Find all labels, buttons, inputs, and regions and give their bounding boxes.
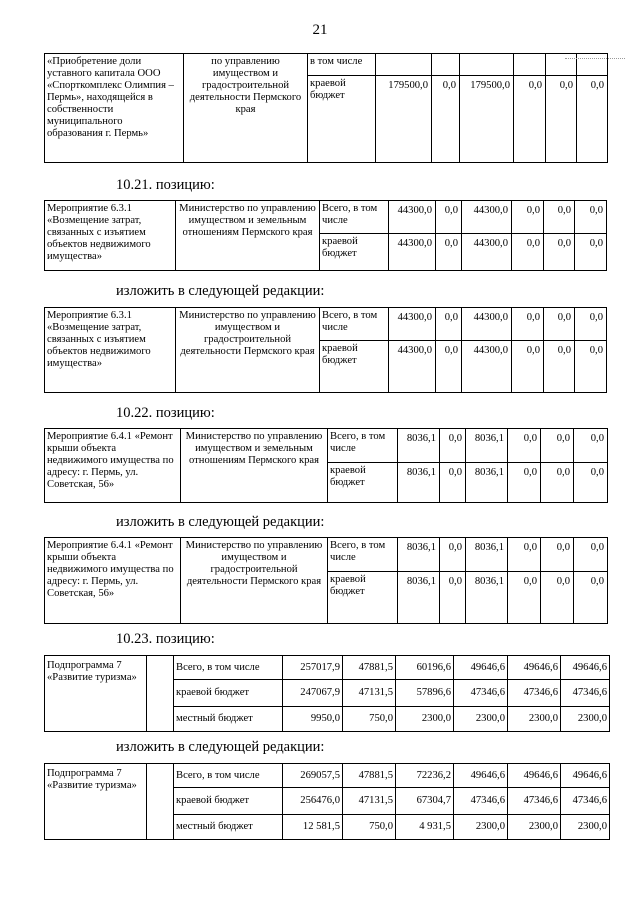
section-heading: 10.23. позицию: bbox=[116, 631, 215, 647]
row-label: Всего, в том числе bbox=[328, 429, 398, 463]
table-cell: 12 581,5 bbox=[283, 815, 343, 840]
table-cell: 0,0 bbox=[541, 463, 574, 503]
table-cell: 2300,0 bbox=[561, 707, 610, 732]
table-row-responsible: Министерство по управлению имуществом и градостроительной деятельности Пермского края bbox=[176, 308, 320, 393]
table-cell: 179500,0 bbox=[460, 76, 514, 163]
table-cell: 4 931,5 bbox=[396, 815, 454, 840]
row-label: Всего, в том числе bbox=[328, 538, 398, 572]
table-cell: 49646,6 bbox=[561, 656, 610, 680]
row-label: в том числе bbox=[308, 54, 376, 76]
table-cell: 0,0 bbox=[508, 429, 541, 463]
table-cell: 47346,6 bbox=[454, 680, 508, 707]
section-heading: изложить в следующей редакции: bbox=[116, 739, 325, 755]
table-cell: 44300,0 bbox=[462, 234, 512, 271]
table-row-responsible: по управлению имуществом и градостроительной деятельности Пермского края bbox=[184, 54, 308, 163]
table-cell: 49646,6 bbox=[508, 656, 561, 680]
table-cell: 247067,9 bbox=[283, 680, 343, 707]
table-cell: 49646,6 bbox=[561, 764, 610, 788]
table-cell: 0,0 bbox=[512, 201, 544, 234]
row-label: краевой бюджет bbox=[320, 234, 389, 271]
table-cell: 0,0 bbox=[508, 538, 541, 572]
table-cell: 0,0 bbox=[544, 341, 575, 393]
table-cell: 2300,0 bbox=[561, 815, 610, 840]
table-cell: 47346,6 bbox=[454, 788, 508, 815]
table-cell: 0,0 bbox=[514, 76, 546, 163]
table-cell: 0,0 bbox=[512, 308, 544, 341]
table-cell: 2300,0 bbox=[508, 707, 561, 732]
table-cell: 0,0 bbox=[544, 201, 575, 234]
table-measure-631-new bbox=[44, 307, 607, 393]
table-cell: 2300,0 bbox=[508, 815, 561, 840]
table-cell: 0,0 bbox=[541, 572, 574, 624]
table-cell: 49646,6 bbox=[508, 764, 561, 788]
table-cell: 179500,0 bbox=[376, 76, 432, 163]
table-cell: 47131,5 bbox=[343, 680, 396, 707]
table-cell: 8036,1 bbox=[398, 463, 440, 503]
table-cell: 2300,0 bbox=[396, 707, 454, 732]
table-cell: 2300,0 bbox=[454, 707, 508, 732]
table-row-name: Подпрограмма 7 «Развитие туризма» bbox=[45, 656, 147, 732]
table-cell: 44300,0 bbox=[389, 308, 436, 341]
row-label: краевой бюджет bbox=[328, 463, 398, 503]
table-cell: 47131,5 bbox=[343, 788, 396, 815]
table-cell: 0,0 bbox=[432, 76, 460, 163]
table-row-name: «Приобретение доли уставного капитала ООО «Спорткомплекс Олимпия – Пермь», находящейся в собственности муниципального образования г. Пермь» bbox=[45, 54, 184, 163]
table-cell: 0,0 bbox=[544, 308, 575, 341]
table-cell: 47346,6 bbox=[561, 680, 610, 707]
table-cell: 47881,5 bbox=[343, 656, 396, 680]
page-number: 21 bbox=[312, 22, 328, 38]
table-cell: 0,0 bbox=[436, 201, 462, 234]
table-row-name: Мероприятие 6.3.1 «Возмещение затрат, связанных с изъятием объектов недвижимого имущества» bbox=[45, 201, 176, 271]
table-cell: 47881,5 bbox=[343, 764, 396, 788]
scan-noise bbox=[565, 58, 625, 73]
table-cell: 0,0 bbox=[577, 76, 608, 163]
table-cell: 0,0 bbox=[512, 234, 544, 271]
table-measure-631-old bbox=[44, 200, 607, 271]
table-cell: 60196,6 bbox=[396, 656, 454, 680]
table-cell: 44300,0 bbox=[389, 234, 436, 271]
table-cell: 0,0 bbox=[436, 308, 462, 341]
row-label: местный бюджет bbox=[174, 815, 283, 840]
row-label: Всего, в том числе bbox=[320, 308, 389, 341]
table-subprogram7-new bbox=[44, 763, 610, 840]
table-cell: 44300,0 bbox=[389, 341, 436, 393]
table-row-name: Мероприятие 6.3.1 «Возмещение затрат, связанных с изъятием объектов недвижимого имущества» bbox=[45, 308, 176, 393]
table-cell: 0,0 bbox=[440, 572, 466, 624]
table-cell: 8036,1 bbox=[466, 429, 508, 463]
table-cell: 0,0 bbox=[575, 308, 607, 341]
table-cell: 0,0 bbox=[508, 463, 541, 503]
table-cell: 0,0 bbox=[574, 463, 608, 503]
table-cell: 47346,6 bbox=[561, 788, 610, 815]
row-label: краевой бюджет bbox=[320, 341, 389, 393]
section-heading: изложить в следующей редакции: bbox=[116, 283, 325, 299]
row-label: Всего, в том числе bbox=[174, 764, 283, 788]
table-cell: 72236,2 bbox=[396, 764, 454, 788]
table-cell: 0,0 bbox=[440, 463, 466, 503]
table-cell: 49646,6 bbox=[454, 764, 508, 788]
table-cell: 0,0 bbox=[508, 572, 541, 624]
table-row-name: Подпрограмма 7 «Развитие туризма» bbox=[45, 764, 147, 840]
table-cell: 8036,1 bbox=[398, 429, 440, 463]
row-label: Всего, в том числе bbox=[320, 201, 389, 234]
table-cell: 8036,1 bbox=[398, 572, 440, 624]
table-cell: 0,0 bbox=[574, 572, 608, 624]
table-cell: 0,0 bbox=[440, 538, 466, 572]
table-cell: 256476,0 bbox=[283, 788, 343, 815]
table-cell: 0,0 bbox=[544, 234, 575, 271]
table-cell: 750,0 bbox=[343, 815, 396, 840]
table-cell: 0,0 bbox=[512, 341, 544, 393]
table-cell: 49646,6 bbox=[454, 656, 508, 680]
table-cell: 0,0 bbox=[440, 429, 466, 463]
table-cell: 257017,9 bbox=[283, 656, 343, 680]
table-cell: 0,0 bbox=[546, 76, 577, 163]
table-cell: 44300,0 bbox=[462, 201, 512, 234]
row-label: краевой бюджет bbox=[174, 788, 283, 815]
table-cell: 0,0 bbox=[575, 234, 607, 271]
table-cell: 750,0 bbox=[343, 707, 396, 732]
row-label: краевой бюджет bbox=[308, 76, 376, 163]
table-cell: 44300,0 bbox=[389, 201, 436, 234]
table-cell: 0,0 bbox=[575, 341, 607, 393]
row-label: местный бюджет bbox=[174, 707, 283, 732]
section-heading: 10.22. позицию: bbox=[116, 405, 215, 421]
table-subprogram7-old bbox=[44, 655, 610, 732]
table-cell: 0,0 bbox=[574, 429, 608, 463]
table-acquisition bbox=[44, 53, 608, 163]
table-cell: 0,0 bbox=[436, 234, 462, 271]
table-cell: 44300,0 bbox=[462, 341, 512, 393]
table-row-responsible: Министерство по управлению имуществом и земельным отношениям Пермского края bbox=[181, 429, 328, 503]
table-cell: 0,0 bbox=[541, 429, 574, 463]
table-cell: 47346,6 bbox=[508, 680, 561, 707]
table-measure-641-old bbox=[44, 428, 608, 503]
section-heading: изложить в следующей редакции: bbox=[116, 514, 325, 530]
table-cell: 0,0 bbox=[574, 538, 608, 572]
table-row-responsible: Министерство по управлению имуществом и земельным отношениям Пермского края bbox=[176, 201, 320, 271]
table-cell: 0,0 bbox=[436, 341, 462, 393]
row-label: краевой бюджет bbox=[328, 572, 398, 624]
table-cell: 8036,1 bbox=[398, 538, 440, 572]
table-cell: 269057,5 bbox=[283, 764, 343, 788]
table-cell: 47346,6 bbox=[508, 788, 561, 815]
table-row-name: Мероприятие 6.4.1 «Ремонт крыши объекта недвижимого имущества по адресу: г. Пермь, ул. Советская, 56» bbox=[45, 538, 181, 624]
table-cell: 44300,0 bbox=[462, 308, 512, 341]
table-cell: 0,0 bbox=[541, 538, 574, 572]
table-row-responsible: Министерство по управлению имуществом и градостроительной деятельности Пермского края bbox=[181, 538, 328, 624]
table-cell: 67304,7 bbox=[396, 788, 454, 815]
section-heading: 10.21. позицию: bbox=[116, 177, 215, 193]
table-cell: 57896,6 bbox=[396, 680, 454, 707]
table-cell: 8036,1 bbox=[466, 538, 508, 572]
row-label: краевой бюджет bbox=[174, 680, 283, 707]
table-cell: 8036,1 bbox=[466, 463, 508, 503]
table-cell: 2300,0 bbox=[454, 815, 508, 840]
table-row-name: Мероприятие 6.4.1 «Ремонт крыши объекта недвижимого имущества по адресу: г. Пермь, ул. Советская, 56» bbox=[45, 429, 181, 503]
table-cell: 8036,1 bbox=[466, 572, 508, 624]
table-cell: 9950,0 bbox=[283, 707, 343, 732]
table-measure-641-new bbox=[44, 537, 608, 624]
row-label: Всего, в том числе bbox=[174, 656, 283, 680]
table-cell: 0,0 bbox=[575, 201, 607, 234]
